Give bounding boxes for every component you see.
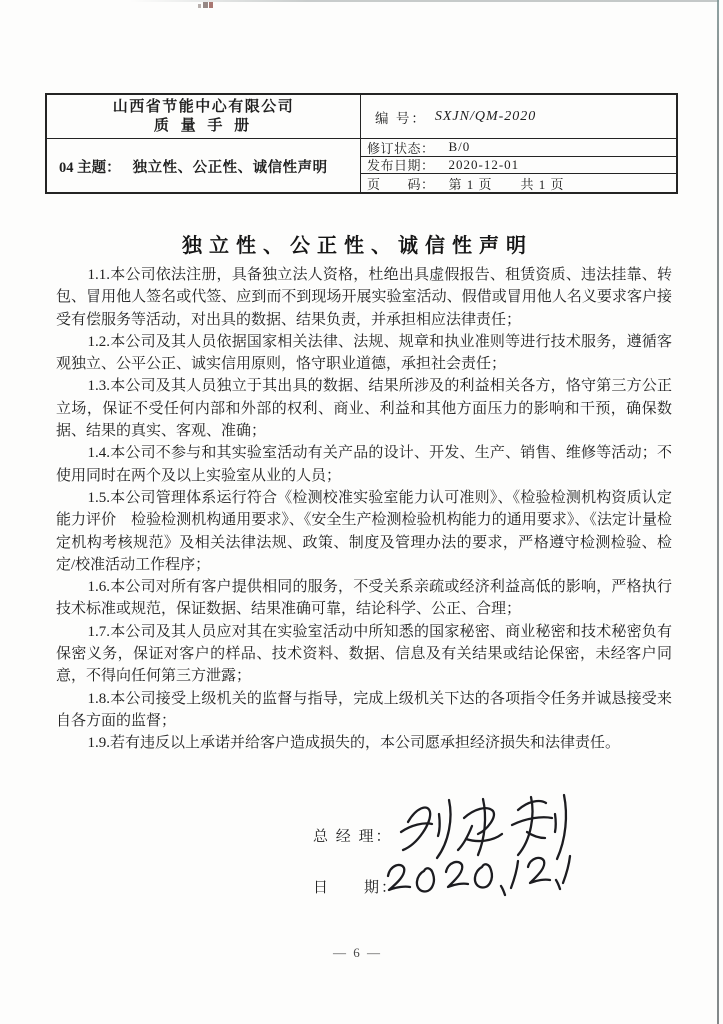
manager-signature-text [0,0,1,1]
scan-artifact-speck [198,1,214,10]
release-date-value: 2020-12-01 [448,156,520,172]
subject-cell [47,139,361,193]
paragraph-1-6: 1.6.本公司对所有客户提供相同的服务，不受关系亲疏或经济利益高低的影响，严格执行技术标准或规范，保证数据、结果准确可靠，结论科学、公正、合理； [56,579,672,618]
subject-label: 04 主题： [59,159,121,176]
manual-title: 质 量 手 册 [153,117,254,134]
company-name: 山西省节能中心有限公司 [112,98,295,115]
page-number: — 6 — [333,945,382,960]
paragraph-1-2: 1.2.本公司及其人员依据国家相关法律、法规、规章和执业准则等进行技术服务，遵循客观独立、公平公正、诚实信用原则，恪守职业道德，承担社会责任； [56,333,672,373]
paragraph-1-5: 1.5.本公司管理体系运行符合《检测校准实验室能力认可准则》、《检验检测机构资质认定能力评价 检验检测机构通用要求》、《安全生产检测检验机构能力的通用要求》、《法定计量检定机构考核规范》及相关法律法规、政策、制度及管理办法的要求，严格遵守检测检验、检定/校准活动工作程序； [56,489,672,573]
paragraph-1-7: 1.7.本公司及其人员应对其在实验室活动中所知悉的国家秘密、商业秘密和技术秘密负有保密义务，保证对客户的样品、技术资料、数据、信息及有关结果或结论保密，未经客户同意，不得向任何第三方泄露； [56,623,672,685]
release-date-label: 发布日期： [367,158,435,174]
doc-number-cell [361,95,676,139]
revision-status-value: B/0 [448,139,471,155]
date-text [0,0,1,1]
release-date-row [361,157,676,175]
scan-top-edge-line [130,0,719,2]
page-code-value: 第 1 页 共 1 页 [448,177,565,193]
revision-status-label: 修订状态： [367,140,435,156]
paragraph-1-3: 1.3.本公司及其人员独立于其出具的数据、结果所涉及的利益相关各方，恪守第三方公正立场，保证不受任何内部和外部的权利、商业、利益和其他方面压力的影响和干预，确保数据、结果的真实、客观、准确； [56,378,672,440]
paragraph-1-8: 1.8.本公司接受上级机关的监督与指导，完成上级机关下达的各项指令任务并诚恳接受来自各方面的监督； [56,690,672,729]
scan-right-edge-line [717,0,719,1024]
paragraph-1-9: 1.9.若有违反以上承诺并给客户造成损失的，本公司愿承担经济损失和法律责任。 [87,735,621,752]
page-code-label: 页 码： [367,177,435,193]
company-header-cell [47,95,361,139]
date-handwriting [378,850,574,908]
paragraph-1-4: 1.4.本公司不参与和其实验室活动有关产品的设计、开发、生产、销售、维修等活动；不使用同时在两个及以上实验室从业的人员； [56,445,672,484]
header-table [45,93,678,194]
doc-number-value: SXJN/QM-2020 [434,108,537,124]
document-title: 独立性、公正性、诚信性声明 [182,235,533,257]
paragraph-1-1: 1.1.本公司依法注册，具备独立法人资格，杜绝出具虚假报告、租赁资质、违法挂靠、转包、冒用他人签名或代签、应到而不到现场开展实验室活动、假借或冒用他人名义要求客户接受有偿服务等活动，对出具的数据、结果负责，并承担相应法律责任； [56,267,672,328]
revision-status-row [361,139,676,157]
subject-title: 独立性、公正性、诚信性声明 [132,159,328,176]
document-body [56,264,672,755]
general-manager-label: 总 经 理： [313,829,393,845]
date-label: 日 期： [313,880,399,896]
doc-number-label: 编 号： [375,110,427,126]
page-code-row [361,174,676,193]
